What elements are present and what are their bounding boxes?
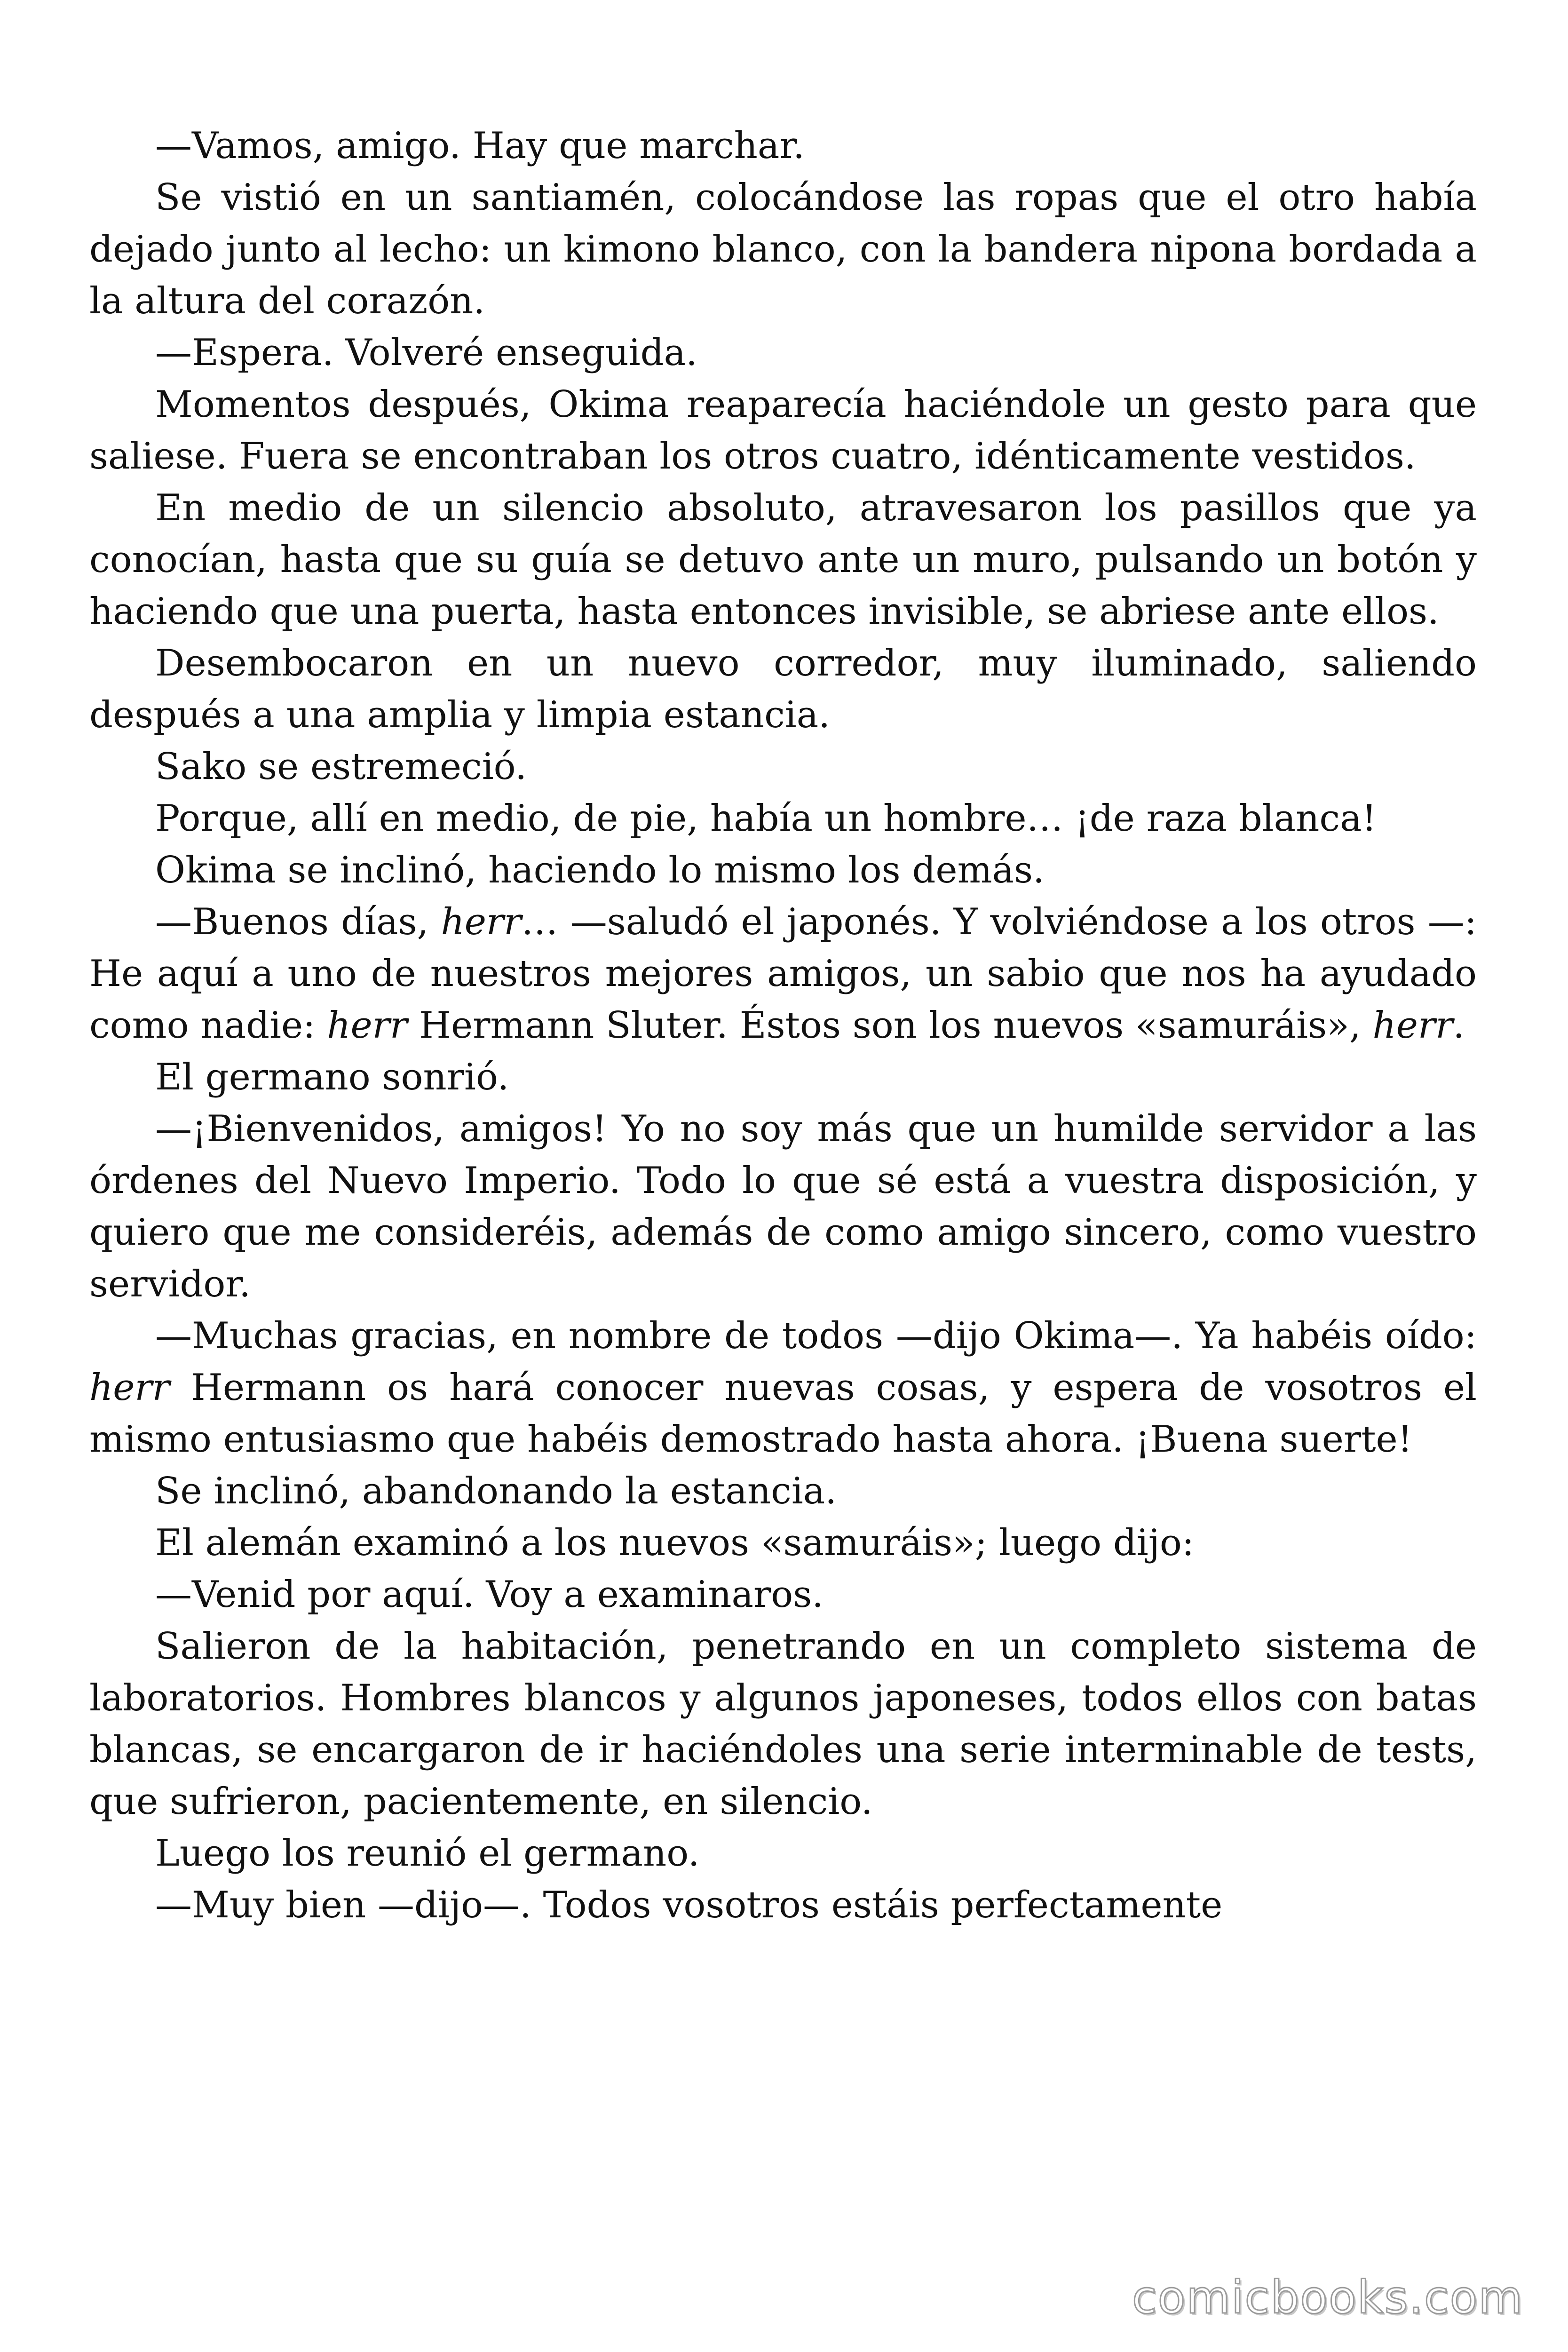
watermark-logo: comicbooks.com (1132, 2271, 1523, 2324)
text-run: Momentos después, Okima reaparecía haciéndole un gesto para que saliese. Fuera se encontraban los otros cuatro, idénticamente vestidos. (89, 383, 1477, 477)
text-run: Okima se inclinó, haciendo lo mismo los demás. (155, 849, 1045, 891)
text-run: Porque, allí en medio, de pie, había un hombre… ¡de raza blanca! (155, 797, 1377, 840)
text-run: —Muchas gracias, en nombre de todos —dijo Okima—. Ya habéis oído: (155, 1315, 1477, 1357)
text-run: —Buenos días, (155, 901, 441, 943)
text-run: —Vamos, amigo. Hay que marchar. (155, 125, 805, 167)
italic-word: herr (89, 1367, 170, 1409)
text-run: Se vistió en un santiamén, colocándose las ropas que el otro había dejado junto al lecho: un kimono blanco, con la bandera nipona bordada a la altura del corazón. (89, 176, 1477, 322)
paragraph (89, 741, 1477, 793)
text-run: Salieron de la habitación, penetrando en un completo sistema de laboratorios. Hombres blancos y algunos japoneses, todos ellos con batas blancas, se encargaron de ir haciéndoles una serie interminable de tests, que sufrieron, pacientemente, en silencio. (89, 1625, 1477, 1823)
italic-word: herr (327, 1004, 408, 1047)
text-run: Sako se estremeció. (155, 746, 527, 788)
text-run: En medio de un silencio absoluto, atravesaron los pasillos que ya conocían, hasta que su guía se detuvo ante un muro, pulsando un botón y haciendo que una puerta, hasta entonces invisible, se abriese ante ellos. (89, 487, 1477, 633)
text-run: —Venid por aquí. Voy a examinaros. (155, 1573, 824, 1616)
text-run: . (1453, 1004, 1465, 1047)
text-run: Se inclinó, abandonando la estancia. (155, 1470, 837, 1512)
paragraph (89, 793, 1477, 844)
text-run: —¡Bienvenidos, amigos! Yo no soy más que un humilde servidor a las órdenes del Nuevo Imperio. Todo lo que sé está a vuestra disposición, y quiero que me consideréis, además de como amigo sincero, como vuestro servidor. (89, 1108, 1477, 1305)
paragraph (89, 172, 1477, 327)
paragraph (89, 844, 1477, 896)
paragraph (89, 1051, 1477, 1103)
text-run: El alemán examinó a los nuevos «samuráis»; luego dijo: (155, 1522, 1195, 1564)
paragraph (89, 1103, 1477, 1310)
text-run: —Muy bien —dijo—. Todos vosotros estáis perfectamente (155, 1884, 1223, 1926)
text-run: —Espera. Volveré enseguida. (155, 332, 697, 374)
paragraph (89, 379, 1477, 482)
text-run: Desembocaron en un nuevo corredor, muy iluminado, saliendo después a una amplia y limpia estancia. (89, 642, 1477, 736)
italic-word: herr (441, 901, 522, 943)
text-run: Luego los reunió el germano. (155, 1832, 700, 1875)
paragraph (89, 1465, 1477, 1517)
text-run: Hermann os hará conocer nuevas cosas, y espera de vosotros el mismo entusiasmo que habéis demostrado hasta ahora. ¡Buena suerte! (89, 1367, 1477, 1461)
paragraph (89, 896, 1477, 1051)
paragraph (89, 1517, 1477, 1569)
paragraph (89, 1879, 1477, 1931)
text-run: … —saludó el japonés. Y volviéndose a los otros —: He aquí a uno de nuestros mejores amigos, un sabio que nos ha ayudado como nadie: (89, 901, 1477, 1047)
paragraph (89, 120, 1477, 172)
text-run: El germano sonrió. (155, 1056, 509, 1098)
body-text (89, 120, 1477, 1931)
paragraph (89, 482, 1477, 637)
paragraph (89, 1828, 1477, 1879)
paragraph (89, 1621, 1477, 1828)
italic-word: herr (1372, 1004, 1453, 1047)
paragraph (89, 327, 1477, 379)
paragraph (89, 1310, 1477, 1465)
paragraph (89, 637, 1477, 741)
text-run: Hermann Sluter. Éstos son los nuevos «samuráis», (407, 1004, 1373, 1047)
paragraph (89, 1569, 1477, 1621)
